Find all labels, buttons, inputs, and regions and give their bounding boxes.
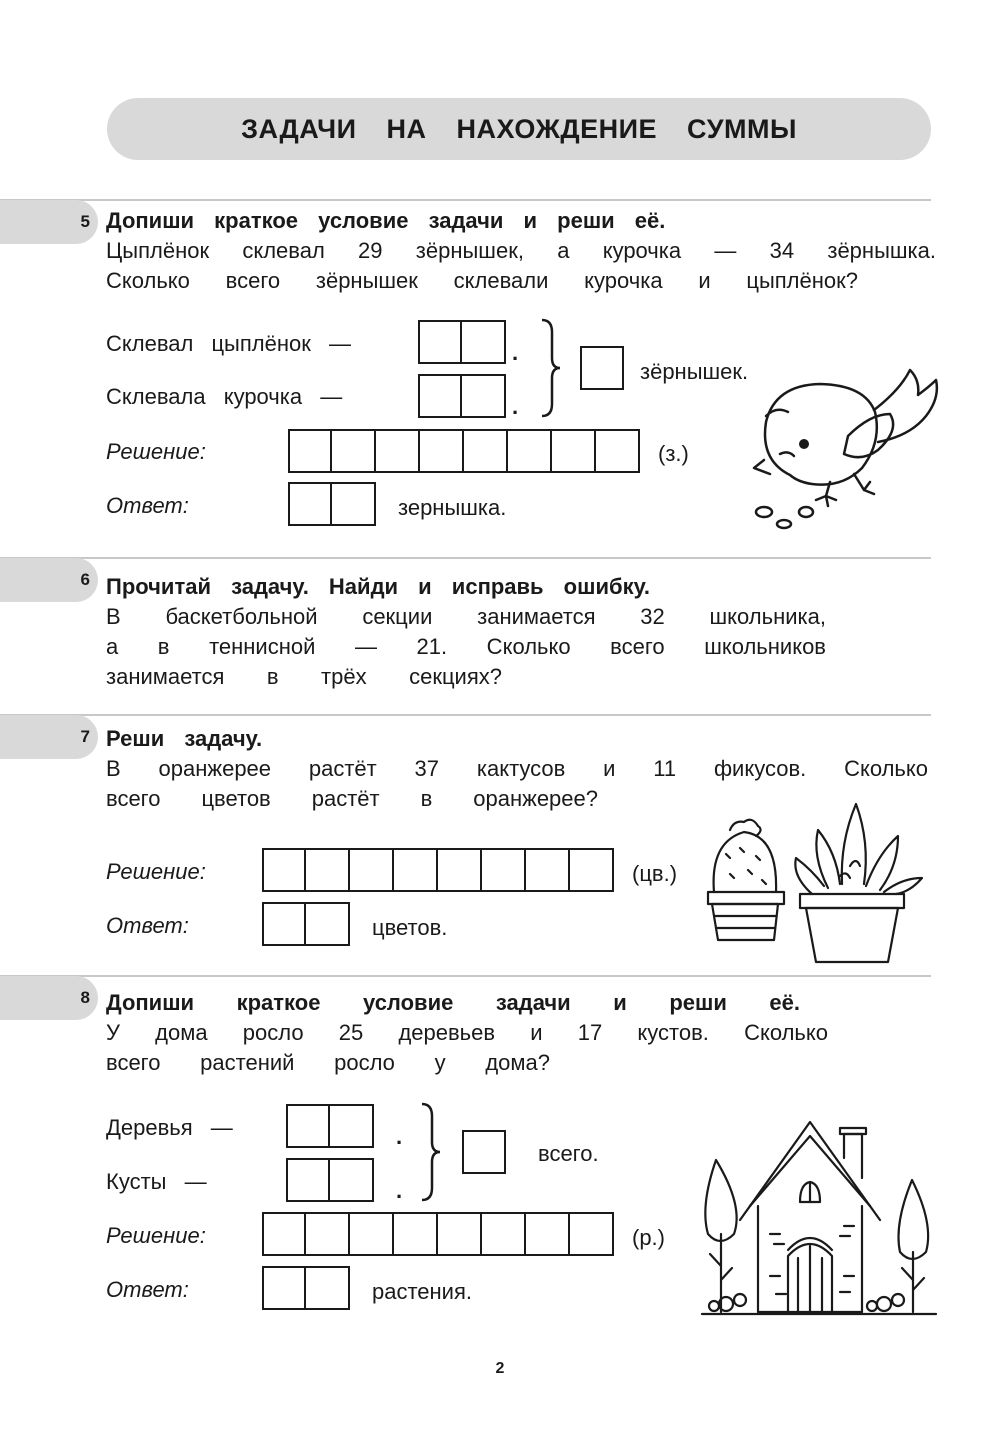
total-label: всего.	[538, 1141, 599, 1166]
divider	[0, 557, 931, 559]
task-text-line: всего цветов растёт в оранжерее?	[106, 786, 598, 811]
task-heading: Реши задачу.	[106, 726, 263, 751]
answer-label: Ответ:	[106, 913, 189, 938]
answer-boxes[interactable]	[288, 482, 376, 526]
answer-label: Ответ:	[106, 493, 189, 518]
solution-boxes[interactable]	[288, 429, 640, 473]
chicken-icon	[750, 350, 950, 530]
task-8-text	[106, 988, 828, 1078]
divider	[0, 975, 931, 977]
solution-label: Решение:	[106, 1223, 206, 1248]
curly-brace-icon	[538, 318, 564, 418]
task-number-tab: 6	[0, 558, 98, 602]
condition-label: Кусты —	[106, 1169, 207, 1194]
task-number-tab: 7	[0, 715, 98, 759]
condition-label: Склевала курочка —	[106, 384, 343, 409]
divider	[0, 199, 931, 201]
answer-boxes[interactable]	[418, 374, 506, 418]
task-text-line: Цыплёнок склевал 29 зёрнышек, а курочка — 34 зёрнышка.	[106, 238, 936, 263]
task-text-line: В оранжерее растёт 37 кактусов и 11 фикусов. Сколько	[106, 756, 928, 781]
task-heading: Допиши краткое условие задачи и реши её.	[106, 990, 800, 1015]
section-title: ЗАДАЧИ НА НАХОЖДЕНИЕ СУММЫ	[241, 113, 797, 144]
curly-brace-icon	[418, 1102, 444, 1202]
task-heading: Прочитай задачу. Найди и исправь ошибку.	[106, 574, 650, 599]
solution-label: Решение:	[106, 859, 206, 884]
task-number-tab: 8	[0, 976, 98, 1020]
dot: .	[512, 394, 519, 419]
section-header	[107, 98, 931, 160]
task-text-line: У дома росло 25 деревьев и 17 кустов. Сколько	[106, 1020, 828, 1045]
task-text-line: Сколько всего зёрнышек склевали курочка и цыплёнок?	[106, 268, 858, 293]
task-5-text	[106, 206, 936, 296]
dot: .	[396, 1124, 403, 1149]
answer-boxes[interactable]	[418, 320, 506, 364]
solution-boxes[interactable]	[262, 1212, 614, 1256]
total-box[interactable]	[580, 346, 624, 390]
solution-boxes[interactable]	[262, 848, 614, 892]
solution-unit: (цв.)	[632, 861, 678, 886]
answer-boxes[interactable]	[286, 1158, 374, 1202]
house-with-trees-icon	[694, 1116, 944, 1322]
answer-unit: растения.	[372, 1279, 472, 1304]
task-text-line: В баскетбольной секции занимается 32 школьника,	[106, 604, 826, 629]
task-text-line: а в теннисной — 21. Сколько всего школьников	[106, 634, 826, 659]
divider	[0, 714, 931, 716]
task-6-text	[106, 572, 826, 692]
answer-unit: цветов.	[372, 915, 448, 940]
total-box[interactable]	[462, 1130, 506, 1174]
task-text-line: занимается в трёх секциях?	[106, 664, 502, 689]
answer-boxes[interactable]	[262, 902, 350, 946]
condition-label: Деревья —	[106, 1115, 233, 1140]
dot: .	[512, 340, 519, 365]
condition-label: Склевал цыплёнок —	[106, 331, 351, 356]
potted-plants-icon	[700, 796, 930, 966]
answer-unit: зернышка.	[398, 495, 507, 520]
task-number-tab: 5	[0, 200, 98, 244]
solution-unit: (р.)	[632, 1225, 665, 1250]
task-heading: Допиши краткое условие задачи и реши её.	[106, 208, 666, 233]
solution-label: Решение:	[106, 439, 206, 464]
dot: .	[396, 1178, 403, 1203]
total-label: зёрнышек.	[640, 359, 749, 384]
answer-boxes[interactable]	[286, 1104, 374, 1148]
answer-boxes[interactable]	[262, 1266, 350, 1310]
task-text-line: всего растений росло у дома?	[106, 1050, 550, 1075]
solution-unit: (з.)	[658, 441, 689, 466]
answer-label: Ответ:	[106, 1277, 189, 1302]
page-number: 2	[495, 1360, 505, 1377]
